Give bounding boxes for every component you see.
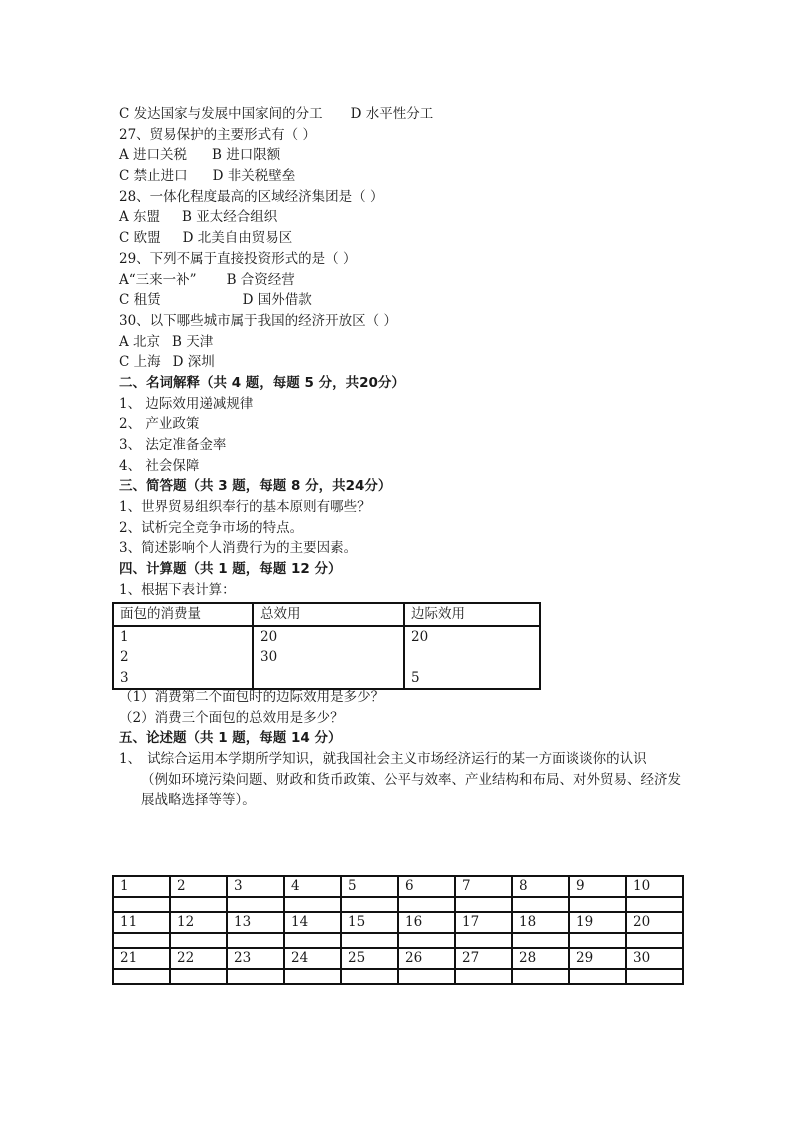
grid-question-number: 14 (284, 912, 341, 933)
grid-question-number: 26 (398, 948, 455, 969)
table-row (113, 647, 540, 668)
grid-question-number: 3 (227, 876, 284, 897)
grid-question-number: 20 (626, 912, 683, 933)
grid-question-number: 8 (512, 876, 569, 897)
grid-answer-cell[interactable] (569, 969, 626, 984)
grid-question-number: 11 (113, 912, 170, 933)
question-27: 27、贸易保护的主要形式有（ ） (119, 126, 316, 143)
option-line (119, 352, 689, 373)
option-line (119, 104, 689, 125)
grid-question-number: 17 (455, 912, 512, 933)
grid-answer-cell[interactable] (398, 933, 455, 948)
grid-question-number: 19 (569, 912, 626, 933)
table-cell: 20 (253, 626, 404, 648)
table-cell: 20 (404, 626, 540, 648)
option-d: D 水平性分工 (350, 106, 434, 122)
option-b: B 亚太经合组织 (182, 209, 278, 226)
option-a: A“三来一补” (119, 271, 197, 288)
option-a: A 北京 (119, 333, 161, 350)
grid-answer-cell[interactable] (227, 969, 284, 984)
grid-answer-cell[interactable] (170, 933, 227, 948)
section-heading-essay: 五、论述题（共 1 题，每题 14 分） (119, 730, 342, 747)
grid-answer-cell[interactable] (626, 897, 683, 912)
table-row (113, 626, 540, 648)
grid-answer-row (113, 933, 683, 948)
grid-question-number: 1 (113, 876, 170, 897)
table-cell (404, 647, 540, 668)
grid-answer-cell[interactable] (455, 969, 512, 984)
section-heading-short-answer: 三、简答题（共 3 题，每题 8 分，共24分） (119, 478, 392, 495)
table-cell: 2 (113, 647, 253, 668)
grid-question-number: 5 (341, 876, 398, 897)
option-a: A 进口关税 (119, 147, 188, 164)
essay-question-line (119, 749, 681, 770)
table-header-cell: 总效用 (253, 603, 404, 626)
grid-question-number: 7 (455, 876, 512, 897)
option-d: D 非关税壁垒 (212, 168, 296, 185)
option-a: A 东盟 (119, 209, 161, 226)
grid-question-number: 28 (512, 948, 569, 969)
grid-answer-cell[interactable] (512, 933, 569, 948)
option-b: B 合资经营 (226, 271, 295, 288)
grid-number-row (113, 876, 683, 897)
table-row (113, 668, 540, 690)
grid-question-number: 22 (170, 948, 227, 969)
table-cell: 5 (404, 668, 540, 690)
term-item: 4、 社会保障 (119, 457, 200, 474)
grid-answer-row (113, 969, 683, 984)
grid-question-number: 13 (227, 912, 284, 933)
short-answer-item: 1、世界贸易组织奉行的基本原则有哪些？ (119, 499, 371, 516)
table-header-row (113, 603, 540, 626)
option-line (119, 166, 689, 187)
short-answer-item: 2、试析完全竞争市场的特点。 (119, 519, 304, 536)
answer-grid (112, 875, 684, 985)
grid-answer-cell[interactable] (569, 933, 626, 948)
option-line (119, 207, 689, 228)
grid-question-number: 10 (626, 876, 683, 897)
table-header-cell: 面包的消费量 (113, 603, 253, 626)
grid-answer-cell[interactable] (227, 933, 284, 948)
option-d: D 北美自由贸易区 (182, 230, 293, 247)
grid-answer-cell[interactable] (341, 897, 398, 912)
grid-answer-cell[interactable] (341, 933, 398, 948)
grid-answer-cell[interactable] (569, 897, 626, 912)
grid-question-number: 16 (398, 912, 455, 933)
grid-question-number: 12 (170, 912, 227, 933)
grid-question-number: 15 (341, 912, 398, 933)
grid-answer-cell[interactable] (170, 897, 227, 912)
grid-answer-cell[interactable] (626, 969, 683, 984)
grid-number-row (113, 948, 683, 969)
essay-number: 1、 (119, 751, 142, 768)
calculation-subquestions (119, 687, 681, 811)
grid-answer-cell[interactable] (512, 969, 569, 984)
grid-number-row (113, 912, 683, 933)
grid-answer-cell[interactable] (284, 933, 341, 948)
table-cell (253, 668, 404, 690)
option-c: C 禁止进口 (119, 168, 188, 185)
option-d: D 国外借款 (242, 292, 312, 309)
section-heading-calculation: 四、计算题（共 1 题，每题 12 分） (119, 561, 342, 578)
term-item: 2、 产业政策 (119, 416, 200, 433)
option-line (119, 270, 689, 291)
grid-answer-row (113, 897, 683, 912)
grid-answer-cell[interactable] (113, 897, 170, 912)
grid-question-number: 30 (626, 948, 683, 969)
option-c: C 发达国家与发展中国家间的分工 (119, 106, 323, 122)
grid-question-number: 2 (170, 876, 227, 897)
table-cell: 3 (113, 668, 253, 690)
grid-question-number: 29 (569, 948, 626, 969)
grid-answer-cell[interactable] (284, 897, 341, 912)
option-d: D 深圳 (172, 354, 215, 371)
grid-question-number: 9 (569, 876, 626, 897)
grid-answer-cell[interactable] (398, 969, 455, 984)
grid-question-number: 6 (398, 876, 455, 897)
grid-question-number: 18 (512, 912, 569, 933)
short-answer-item: 3、简述影响个人消费行为的主要因素。 (119, 540, 358, 557)
grid-answer-cell[interactable] (227, 897, 284, 912)
grid-answer-cell[interactable] (341, 969, 398, 984)
grid-question-number: 24 (284, 948, 341, 969)
option-b: B 进口限额 (212, 147, 281, 164)
subquestion: （2）消费三个面包的总效用是多少？ (119, 709, 344, 726)
grid-answer-cell[interactable] (398, 897, 455, 912)
essay-question-line: 展战略选择等等）。 (141, 792, 256, 809)
grid-answer-cell[interactable] (512, 897, 569, 912)
exam-page (119, 104, 689, 601)
grid-question-number: 4 (284, 876, 341, 897)
option-b: B 天津 (172, 333, 214, 350)
option-line (119, 332, 689, 353)
option-line (119, 145, 689, 166)
grid-answer-cell[interactable] (113, 933, 170, 948)
option-c: C 上海 (119, 354, 161, 371)
option-line (119, 290, 689, 311)
essay-question-line: （例如环境污染问题、财政和货币政策、公平与效率、产业结构和布局、对外贸易、经济发 (141, 771, 681, 788)
grid-question-number: 27 (455, 948, 512, 969)
question-28: 28、一体化程度最高的区域经济集团是（ ） (119, 188, 384, 205)
grid-answer-cell[interactable] (626, 933, 683, 948)
grid-question-number: 21 (113, 948, 170, 969)
grid-question-number: 23 (227, 948, 284, 969)
grid-answer-cell[interactable] (113, 969, 170, 984)
grid-answer-cell[interactable] (284, 969, 341, 984)
option-c: C 欧盟 (119, 230, 161, 247)
option-c: C 租赁 (119, 292, 161, 309)
table-cell: 30 (253, 647, 404, 668)
term-item: 3、 法定准备金率 (119, 437, 227, 453)
table-cell: 1 (113, 626, 253, 648)
section-heading-terms: 二、名词解释（共 4 题，每题 5 分，共20分） (119, 374, 405, 391)
grid-question-number: 25 (341, 948, 398, 969)
grid-answer-cell[interactable] (170, 969, 227, 984)
subquestion: （1）消费第二个面包时的边际效用是多少？ (119, 689, 385, 705)
grid-answer-cell[interactable] (455, 933, 512, 948)
essay-text: 试综合运用本学期所学知识，就我国社会主义市场经济运行的某一方面谈谈你的认识 (147, 751, 647, 768)
utility-table (112, 602, 541, 690)
question-29: 29、下列不属于直接投资形式的是（ ） (119, 250, 357, 267)
question-30: 30、以下哪些城市属于我国的经济开放区（ ） (119, 312, 397, 329)
calculation-intro: 1、根据下表计算： (119, 581, 236, 598)
option-line (119, 228, 689, 249)
table-header-cell: 边际效用 (404, 603, 540, 626)
term-item: 1、 边际效用递减规律 (119, 395, 254, 412)
grid-answer-cell[interactable] (455, 897, 512, 912)
